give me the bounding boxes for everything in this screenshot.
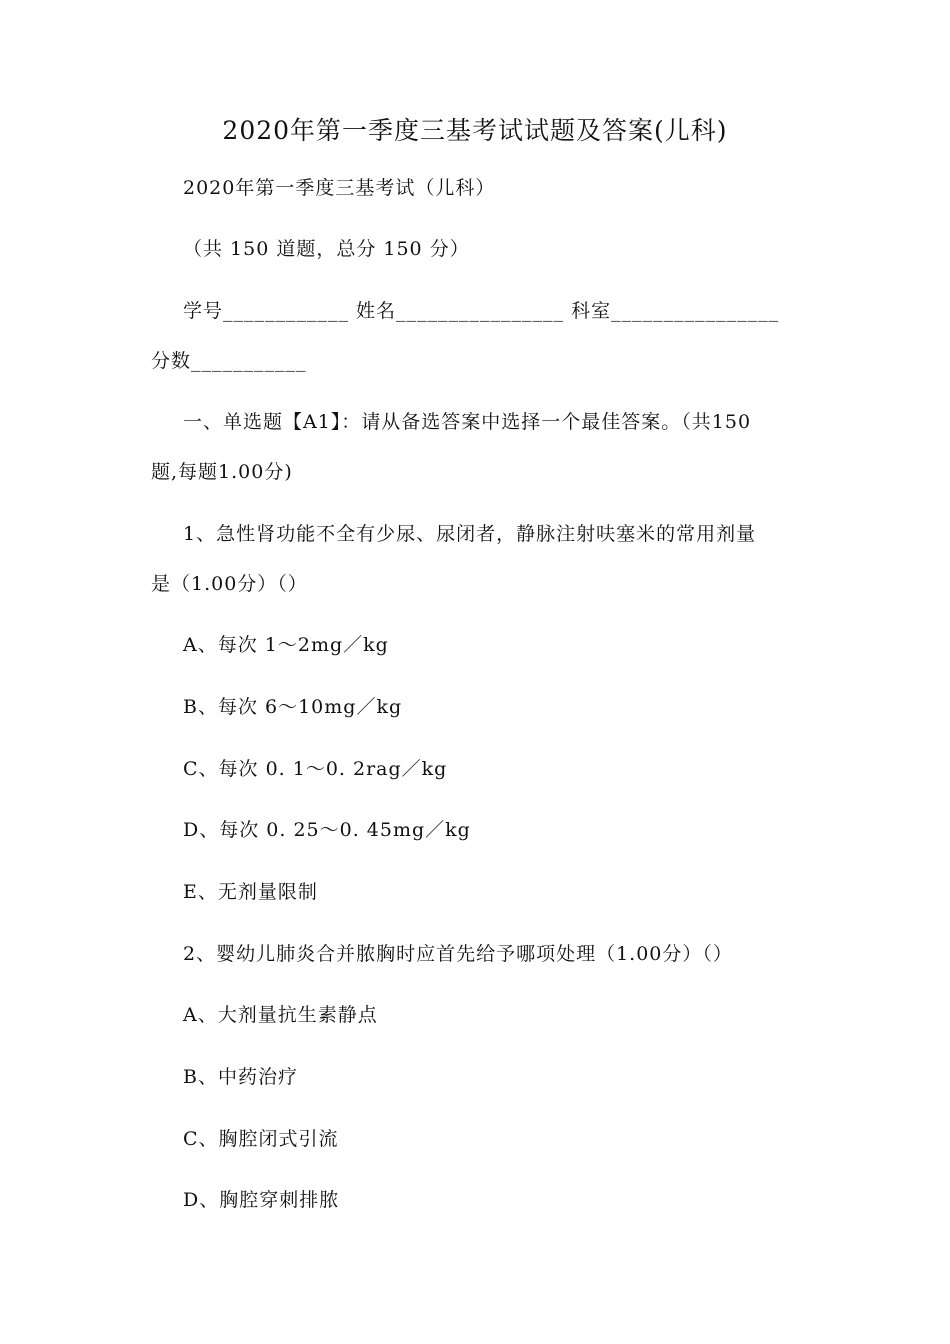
document-title: 2020年第一季度三基考试试题及答案(儿科) <box>222 116 728 145</box>
question-2-option-d: D、胸腔穿刺排脓 <box>183 1189 340 1211</box>
section-heading: 一、单选题【A1】：请从备选答案中选择一个最佳答案。（共150 <box>183 411 752 433</box>
exam-subtitle: 2020年第一季度三基考试（儿科） <box>183 177 496 199</box>
question-1-stem: 1、急性肾功能不全有少尿、尿闭者，静脉注射呋塞米的常用剂量 <box>183 523 757 545</box>
question-1-option-d: D、每次 0. 25～0. 45mg／kg <box>183 819 471 841</box>
score-line: 分数___________ <box>151 350 307 372</box>
question-2-option-b: B、中药治疗 <box>183 1066 298 1088</box>
section-heading-cont: 题,每题1.00分) <box>151 461 293 483</box>
exam-total: （共 150 道题，总分 150 分） <box>183 238 470 260</box>
question-1-option-c: C、每次 0. 1～0. 2rag／kg <box>183 758 448 780</box>
question-1-option-b: B、每次 6～10mg／kg <box>183 696 403 718</box>
question-1-option-a: A、每次 1～2mg／kg <box>183 634 389 656</box>
question-2-stem: 2、婴幼儿肺炎合并脓胸时应首先给予哪项处理（1.00分）（） <box>183 943 733 965</box>
question-2-option-a: A、大剂量抗生素静点 <box>183 1004 378 1026</box>
question-1-stem-cont: 是（1.00分）（） <box>151 573 308 595</box>
question-2-option-c: C、胸腔闭式引流 <box>183 1128 339 1150</box>
question-1-option-e: E、无剂量限制 <box>183 881 318 903</box>
student-info-line: 学号____________ 姓名________________ 科室________________ <box>183 300 780 322</box>
